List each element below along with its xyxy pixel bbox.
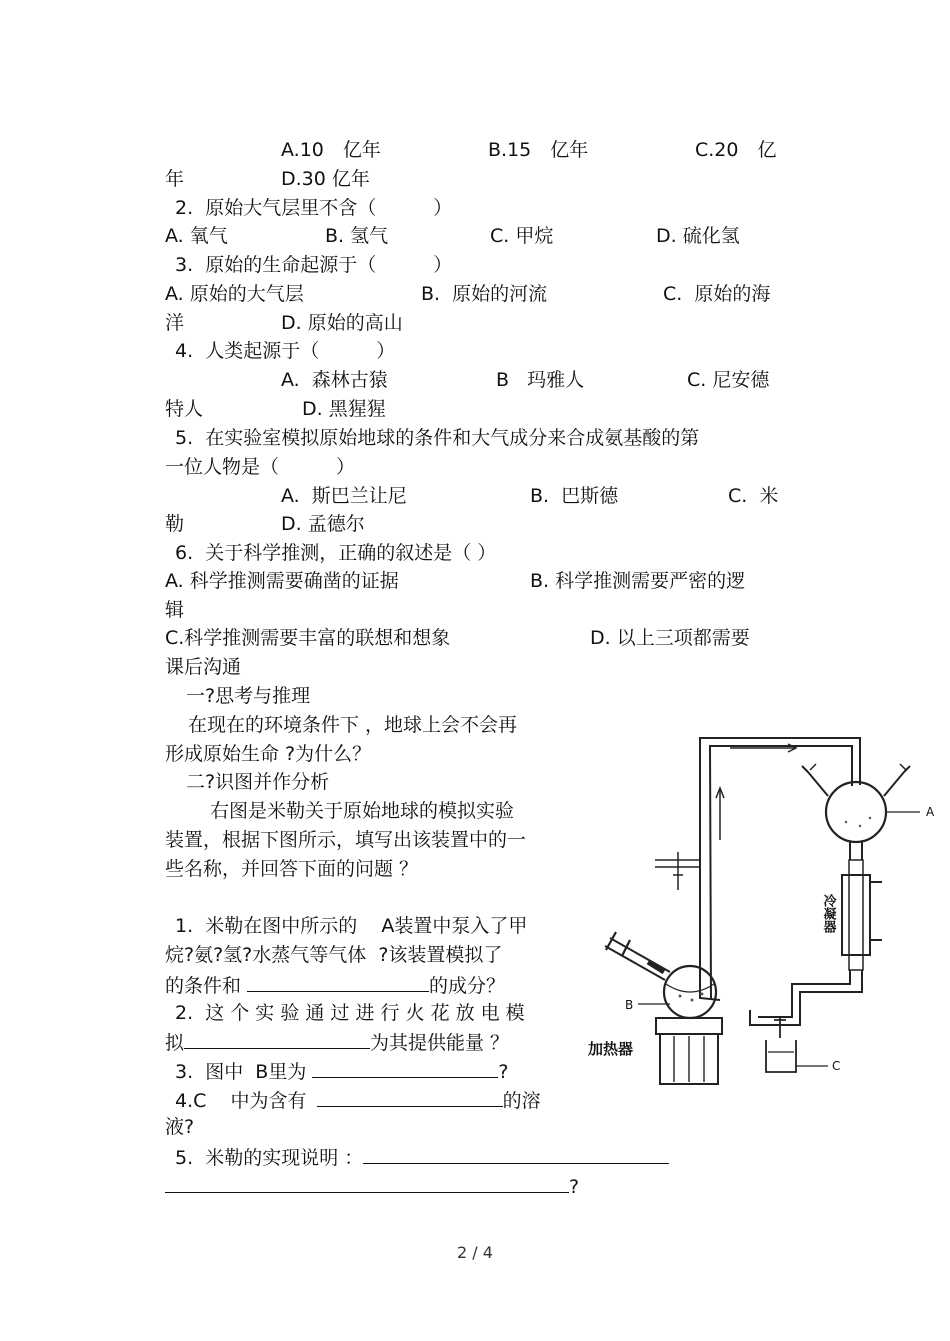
q6-stem: 6. 关于科学推测，正确的叙述是（ ） [175, 542, 497, 564]
analysis-q3-text-a: 3. 图中 B里为 [175, 1061, 307, 1083]
q5-stem: 5. 在实验室模拟原始地球的条件和大气成分来合成氨基酸的第 [175, 427, 700, 449]
analysis-q4-line [175, 1086, 541, 1114]
heater-top [656, 1018, 722, 1034]
stopcock-c [774, 1017, 786, 1038]
q6-option-b: B. 科学推测需要严密的逻 [530, 570, 746, 592]
label-a: A [926, 805, 935, 819]
part2-line2: 装置，根据下图所示，填写出该装置中的一 [165, 829, 527, 851]
part1-line1: 在现在的环境条件下 ，地球上会不会再 [188, 714, 518, 736]
q3-option-d: D. 原始的高山 [281, 312, 403, 334]
q1-option-c: C.20 亿 [695, 139, 777, 161]
condenser-jacket [842, 875, 870, 955]
part1-title: 一?思考与推理 [186, 685, 311, 707]
heater-ribs [674, 1036, 704, 1082]
electrode-tips [810, 764, 906, 770]
q6-option-a: A. 科学推测需要确凿的证据 [165, 570, 399, 592]
q4-option-a: A. 森林古猿 [281, 369, 388, 391]
label-condenser: 冷凝器 [820, 894, 836, 933]
q4-option-c: C. 尼安德 [687, 369, 770, 391]
q5-option-b: B. 巴斯德 [530, 485, 619, 507]
analysis-q1-line2: 烷?氨?氢?水蒸气等气体 ?该装置模拟了 [165, 944, 503, 966]
answer-blank-4[interactable] [317, 1086, 503, 1107]
answer-blank-3[interactable] [312, 1057, 498, 1078]
part2-line1: 右图是米勒关于原始地球的模拟实验 [210, 800, 515, 822]
q2-stem: 2. 原始大气层里不含（ ） [175, 197, 453, 219]
analysis-q4-cont: 液? [165, 1116, 195, 1138]
analysis-q4-text-a: 4.C 中为含有 [175, 1090, 313, 1112]
analysis-q2-line2 [165, 1028, 509, 1056]
q3-option-b: B. 原始的河流 [421, 283, 548, 305]
analysis-q4-text-b: 的溶 [502, 1090, 541, 1112]
flask-b-side-arm [605, 938, 670, 980]
analysis-q2-text-b: 为其提供能量 ？ [370, 1032, 510, 1054]
condenser-ports [870, 882, 882, 940]
page-number: 2 / 4 [457, 1243, 493, 1262]
side-stopcock [655, 852, 700, 890]
analysis-q1-line1: 1. 米勒在图中所示的 A装置中泵入了甲 [175, 915, 528, 937]
flask-a [826, 782, 886, 842]
q1-option-b: B.15 亿年 [488, 139, 589, 161]
q5-option-c-cont: 勒 [165, 513, 185, 535]
tube-outer [700, 738, 860, 1000]
q4-stem: 4. 人类起源于（ ） [175, 340, 396, 362]
analysis-q1-text-a: 的条件和 [165, 975, 248, 997]
answer-blank-6[interactable] [165, 1172, 569, 1193]
q2-option-c: C. 甲烷 [490, 225, 554, 247]
q6-option-c: C.科学推测需要丰富的联想和想象 [165, 627, 451, 649]
analysis-q5-text-a: 5. 米勒的实现说明 ： [175, 1147, 364, 1169]
tube-inner [710, 746, 852, 1000]
q1-option-a: A.10 亿年 [281, 139, 381, 161]
analysis-q3-line [175, 1057, 508, 1085]
q3-option-c: C. 原始的海 [663, 283, 771, 305]
q3-option-a: A. 原始的大气层 [165, 283, 304, 305]
q3-stem: 3. 原始的生命起源于（ ） [175, 254, 453, 276]
part2-line3: 些名称，并回答下面的问题 ？ [165, 858, 419, 880]
analysis-q1-line3 [165, 971, 505, 999]
answer-blank-5[interactable] [363, 1143, 669, 1164]
return-tube-inner [758, 970, 850, 1017]
analysis-q5-text-b: ? [569, 1176, 580, 1198]
analysis-q5-line2 [165, 1172, 579, 1200]
label-c: C [832, 1059, 841, 1073]
q4-option-b: B 玛雅人 [496, 369, 585, 391]
q2-option-d: D. 硫化氢 [656, 225, 740, 247]
q5-stem-cont: 一位人物是（ ） [165, 456, 356, 478]
label-b: B [625, 998, 634, 1012]
analysis-q2-line1: 2. 这 个 实 验 通 过 进 行 火 花 放 电 模 [175, 1002, 525, 1024]
analysis-q5-line [175, 1143, 669, 1171]
part1-line2: 形成原始生命 ?为什么？ [165, 743, 372, 765]
miller-apparatus-figure [570, 700, 945, 1100]
q6-option-d: D. 以上三项都需要 [590, 627, 750, 649]
q1-option-c-cont: 年 [165, 168, 185, 190]
q2-option-a: A. 氧气 [165, 225, 228, 247]
q5-option-d: D. 孟德尔 [281, 513, 365, 535]
q6-option-b-cont: 辑 [165, 599, 185, 621]
q5-option-c: C. 米 [728, 485, 779, 507]
answer-blank-1[interactable] [247, 971, 429, 992]
part2-title: 二?识图并作分析 [186, 771, 330, 793]
q5-option-a: A. 斯巴兰让尼 [281, 485, 407, 507]
neck-a [850, 841, 862, 860]
answer-blank-2[interactable] [184, 1028, 370, 1049]
section-title: 课后沟通 [165, 656, 242, 678]
analysis-q3-text-b: ? [498, 1061, 509, 1083]
analysis-q1-text-b: 的成分？ [429, 975, 506, 997]
analysis-q2-text-a: 拟 [165, 1032, 185, 1054]
q4-option-d: D. 黑猩猩 [302, 398, 386, 420]
q2-option-b: B. 氢气 [325, 225, 389, 247]
condenser-inner-tube [849, 860, 863, 970]
q3-option-c-cont: 洋 [165, 312, 185, 334]
flask-b-water [666, 984, 714, 992]
q1-option-d: D.30 亿年 [281, 168, 370, 190]
label-heater: 加热器 [588, 1040, 634, 1058]
beaker-c [766, 1040, 796, 1072]
q4-option-c-cont: 特人 [165, 398, 204, 420]
